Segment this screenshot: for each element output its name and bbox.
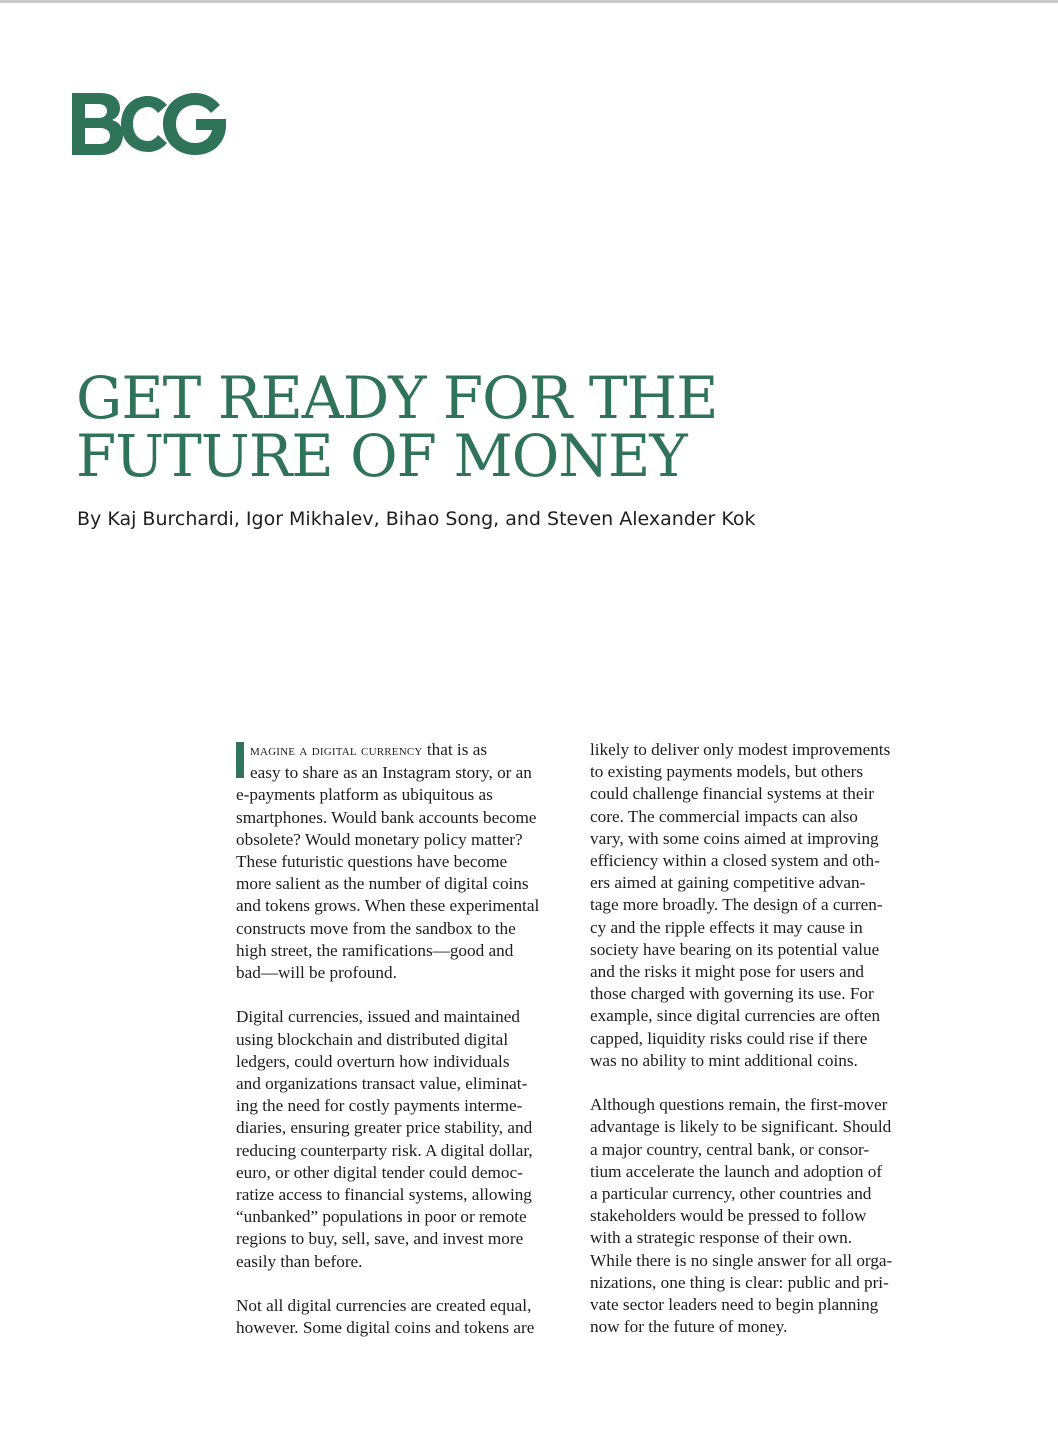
text-line — [236, 739, 576, 762]
text-line: ratize access to financial systems, allowing — [236, 1185, 532, 1205]
text-line: a major country, central bank, or consor- — [590, 1139, 870, 1159]
paragraph — [236, 739, 576, 984]
text-line: euro, or other digital tender could democ- — [236, 1162, 523, 1182]
text-line: could challenge financial systems at their — [590, 784, 874, 804]
text-line: easy to share as an Instagram story, or an — [250, 763, 532, 783]
lead-in-text: magine a digital currency — [250, 742, 423, 759]
text-line: and organizations transact value, eliminat- — [236, 1074, 528, 1094]
text-line: those charged with governing its use. For — [590, 984, 874, 1004]
text-line: capped, liquidity risks could rise if there — [590, 1028, 868, 1048]
text-line: bad—will be profound. — [236, 963, 397, 983]
text-line: ing the need for costly payments interme- — [236, 1096, 523, 1116]
text-line: and the risks it might pose for users and — [590, 962, 865, 982]
text-line: stakeholders would be pressed to follow — [590, 1206, 867, 1226]
title-line-2: FUTURE OF MONEY — [76, 422, 687, 490]
paragraph — [590, 739, 930, 1072]
text-line: Not all digital currencies are created equal, — [236, 1296, 532, 1316]
text-line: using blockchain and distributed digital — [236, 1029, 509, 1049]
text-line: vate sector leaders need to begin planning — [590, 1295, 879, 1315]
text-line: advantage is likely to be significant. Should — [590, 1117, 892, 1137]
text-line: was no ability to mint additional coins. — [590, 1050, 858, 1070]
text-line: however. Some digital coins and tokens are — [236, 1318, 535, 1338]
text-line: Digital currencies, issued and maintained — [236, 1007, 520, 1027]
text-line: with a strategic response of their own. — [590, 1228, 853, 1248]
text-line: a particular currency, other countries and — [590, 1184, 872, 1204]
text-line: “unbanked” populations in poor or remote — [236, 1207, 527, 1227]
text-line: example, since digital currencies are often — [590, 1006, 881, 1026]
body-column-right — [590, 739, 930, 1361]
bcg-logo — [70, 89, 230, 159]
text-line: constructs move from the sandbox to the — [236, 918, 516, 938]
text-line: vary, with some coins aimed at improving — [590, 828, 879, 848]
dropcap-bar — [236, 742, 244, 778]
text-line: and tokens grows. When these experimental — [236, 896, 540, 916]
text-line: nizations, one thing is clear: public and pri- — [590, 1272, 889, 1292]
text-line: These futuristic questions have become — [236, 852, 508, 872]
text-line: likely to deliver only modest improvements — [590, 740, 891, 759]
text-line: reducing counterparty risk. A digital dollar, — [236, 1140, 533, 1160]
text-line: diaries, ensuring greater price stability, and — [236, 1118, 533, 1138]
text-line: Although questions remain, the first-mover — [590, 1095, 888, 1115]
text-line: to existing payments models, but others — [590, 762, 864, 782]
lead-in — [250, 742, 423, 759]
text-line: tage more broadly. The design of a curren- — [590, 895, 883, 915]
text-line: cy and the ripple effects it may cause in — [590, 917, 863, 937]
body-column-left — [236, 739, 576, 1362]
text-fragment: that is as — [422, 740, 488, 759]
paragraph — [236, 1295, 576, 1339]
paragraph — [590, 1094, 930, 1338]
text-line: ledgers, could overturn how individuals — [236, 1051, 510, 1071]
text-line: regions to buy, sell, save, and invest more — [236, 1229, 524, 1249]
text-line: e-payments platform as ubiquitous as — [236, 785, 493, 805]
article-title — [76, 364, 976, 490]
text-line: obsolete? Would monetary policy matter? — [236, 829, 523, 849]
title-line-1: GET READY FOR THE — [76, 364, 718, 432]
paragraph — [236, 1006, 576, 1272]
text-line: smartphones. Would bank accounts become — [236, 807, 537, 827]
text-line: easily than before. — [236, 1251, 363, 1271]
text-line: core. The commercial impacts can also — [590, 806, 858, 826]
text-line: efficiency within a closed system and oth- — [590, 851, 880, 871]
text-line: high street, the ramifications—good and — [236, 940, 514, 960]
text-line: society have bearing on its potential value — [590, 939, 880, 959]
text-line: now for the future of money. — [590, 1317, 788, 1337]
text-line: ers aimed at gaining competitive advan- — [590, 873, 866, 893]
text-line: tium accelerate the launch and adoption of — [590, 1161, 883, 1181]
text-line: more salient as the number of digital coins — [236, 874, 529, 894]
text-line: While there is no single answer for all orga- — [590, 1250, 893, 1270]
byline: By Kaj Burchardi, Igor Mikhalev, Bihao Song, and Steven Alexander Kok — [77, 508, 756, 530]
